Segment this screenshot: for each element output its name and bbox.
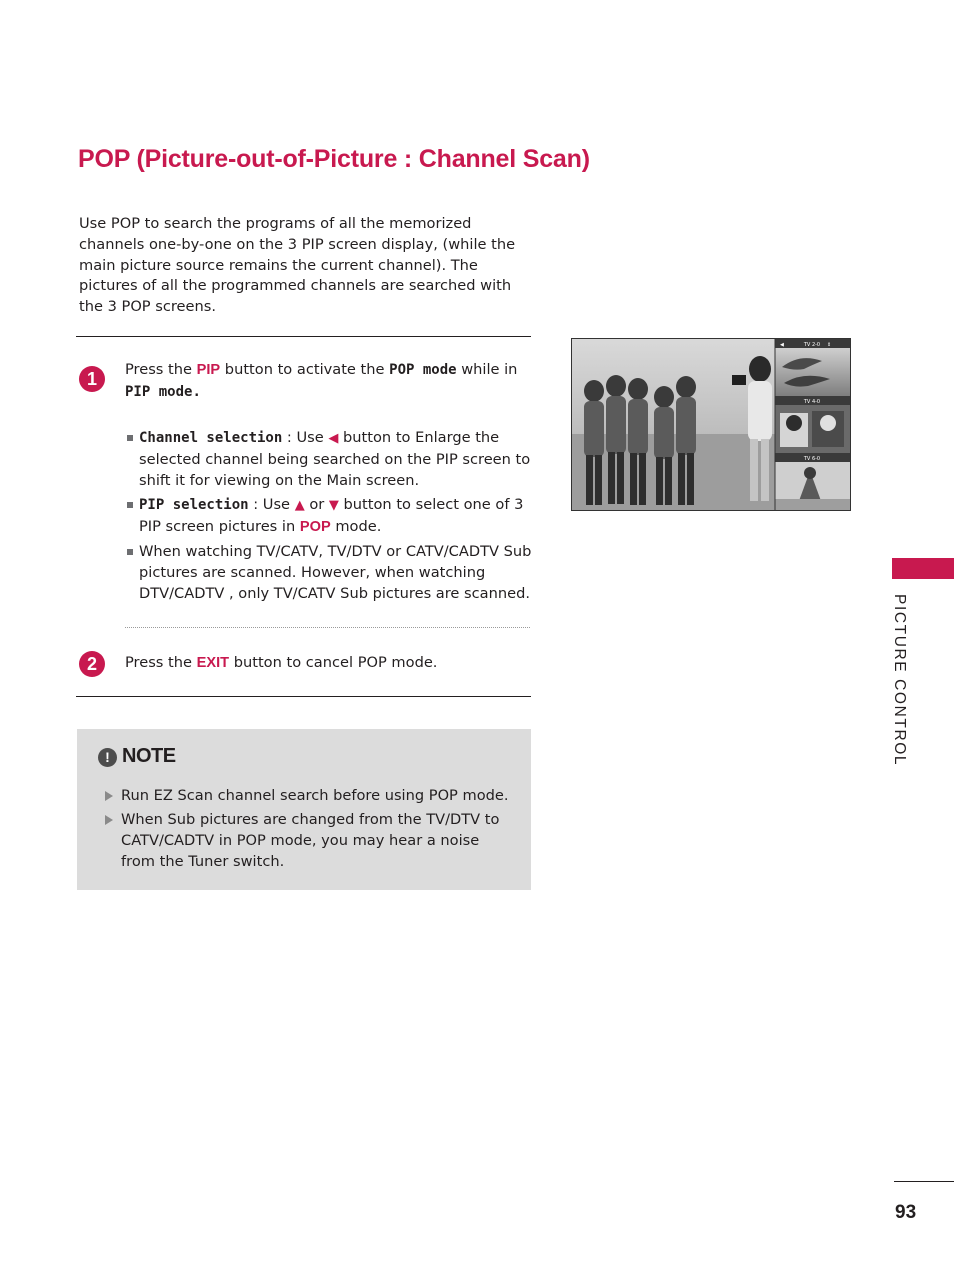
pop-channel-label-3: TV 6-0 xyxy=(803,456,821,462)
note-item: Run EZ Scan channel search before using POP mode. xyxy=(103,785,513,806)
pop-sub-screen-2 xyxy=(775,396,850,453)
bullet-sub-pictures: When watching TV/CATV, TV/DTV or CATV/CADTV Sub pictures are scanned. However, when watching DTV/CADTV , only TV/CATV Sub pictures are scanned. xyxy=(125,541,535,604)
pop-sub-screen-1 xyxy=(775,339,850,396)
step-1-text: Press the PIP button to activate the POP mode while in PIP mode. xyxy=(125,361,518,400)
pop-channel-label-2: TV 4-0 xyxy=(803,399,821,405)
left-arrow-icon: ◀ xyxy=(780,342,784,348)
pop-sub-screen-3 xyxy=(775,453,850,510)
page-title: POP (Picture-out-of-Picture : Channel Scan) xyxy=(78,145,590,173)
bottom-divider xyxy=(76,696,531,697)
step-separator xyxy=(125,627,530,628)
down-arrow-icon: ▼ xyxy=(328,498,339,513)
step-2-badge: 2 xyxy=(79,651,105,677)
triangle-bullet-icon xyxy=(105,815,113,825)
section-tab xyxy=(892,558,954,579)
left-arrow-icon: ◀ xyxy=(328,431,339,446)
pip-key: PIP xyxy=(196,362,221,378)
main-picture xyxy=(572,339,775,510)
note-item: When Sub pictures are changed from the TV/DTV to CATV/CADTV in POP mode, you may hear a noise from the Tuner switch. xyxy=(103,809,513,872)
pip-mode-key: PIP mode xyxy=(125,384,193,400)
note-box: ! NOTE Run EZ Scan channel search before using POP mode. When Sub pictures are changed from the TV/DTV to CATV/CADTV in POP mode, you may hear a noise from the Tuner switch. xyxy=(77,729,531,890)
bullet-channel-selection: Channel selection : Use ◀ button to Enlarge the selected channel being searched on the PIP screen to shift it for viewing on the Main screen. xyxy=(125,427,535,491)
bullet-pip-selection: PIP selection : Use ▲ or ▼ button to select one of 3 PIP screen pictures in POP mode. xyxy=(125,494,535,538)
pop-channel-label-1: TV 2-0 xyxy=(803,342,821,348)
bullet-square-icon xyxy=(127,435,133,441)
step-1-bullets xyxy=(125,427,535,607)
pop-key: POP xyxy=(299,519,331,535)
updown-icon: ⇕ xyxy=(827,342,832,348)
exclamation-icon: ! xyxy=(98,748,117,767)
up-arrow-icon: ▲ xyxy=(294,498,305,513)
bullet-square-icon xyxy=(127,502,133,508)
note-list xyxy=(103,785,513,875)
intro-paragraph: Use POP to search the programs of all the memorized channels one-by-one on the 3 PIP screen display, (while the main picture source remains the current channel). The pictures of all the programmed channels are searched with the 3 POP screens. xyxy=(79,215,516,316)
exit-key: EXIT xyxy=(196,655,230,671)
bullet-square-icon xyxy=(127,549,133,555)
pop-mode-key: POP mode xyxy=(389,362,457,378)
page-number: 93 xyxy=(895,1202,917,1223)
pop-screen-illustration xyxy=(571,338,851,511)
step-1-badge: 1 xyxy=(79,366,105,392)
section-label: PICTURE CONTROL xyxy=(891,594,908,767)
triangle-bullet-icon xyxy=(105,791,113,801)
step-2-text: Press the EXIT button to cancel POP mode. xyxy=(125,654,438,671)
top-divider xyxy=(76,336,531,337)
page-number-rule xyxy=(894,1181,954,1182)
